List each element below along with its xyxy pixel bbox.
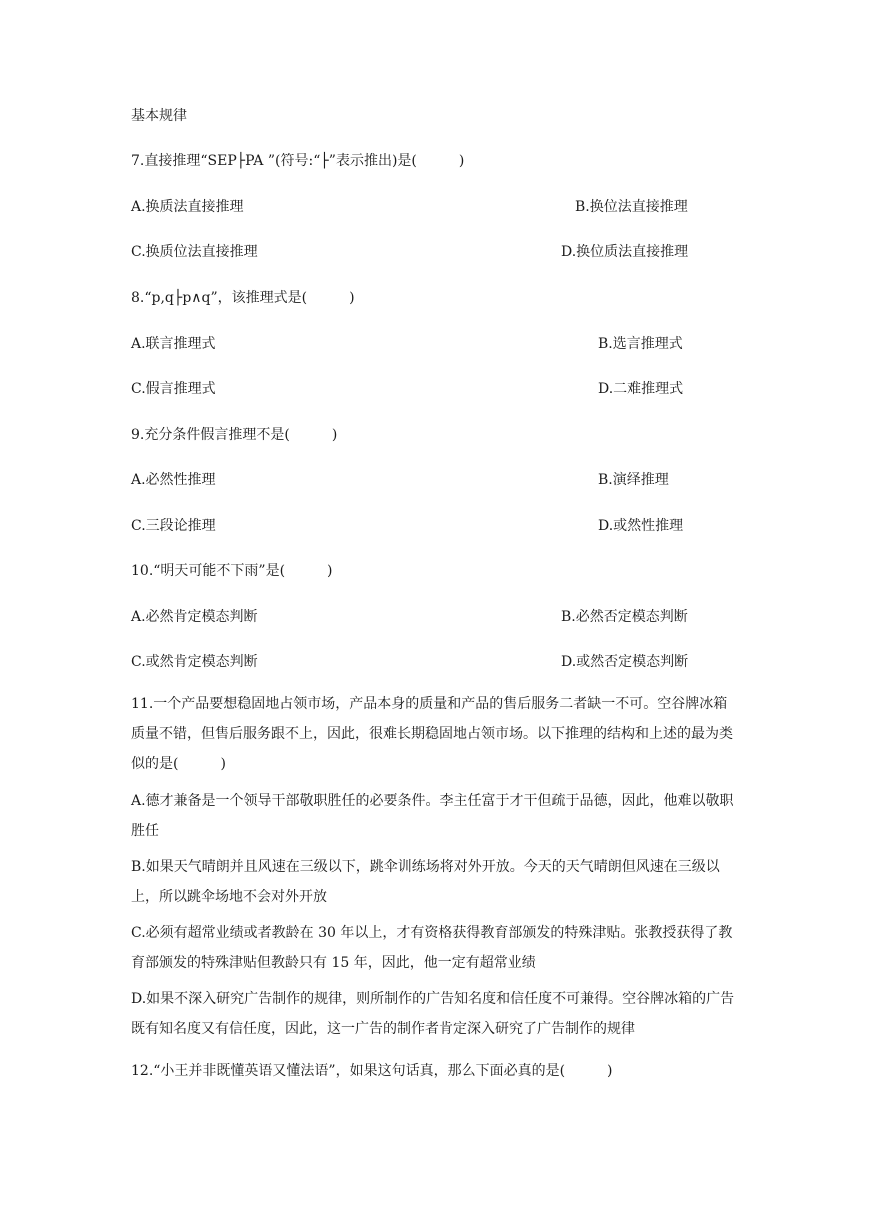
question-12-stem: 12.“小王并非既懂英语又懂法语”，如果这句话真，那么下面必真的是( )	[131, 1063, 613, 1079]
question-8-option-d: D.二难推理式	[598, 381, 684, 397]
question-10-option-d: D.或然否定模态判断	[561, 654, 689, 670]
question-10-option-b: B.必然否定模态判断	[561, 609, 688, 625]
question-8-stem: 8.“p,q├p∧q”，该推理式是( )	[131, 290, 355, 306]
question-7-option-a: A.换质法直接推理	[131, 199, 244, 215]
question-9-stem: 9.充分条件假言推理不是( )	[131, 427, 338, 443]
question-10-option-c: C.或然肯定模态判断	[131, 654, 258, 670]
question-7-option-b: B.换位法直接推理	[575, 199, 688, 215]
question-9-option-b: B.演绎推理	[598, 472, 669, 488]
question-8-option-b: B.选言推理式	[598, 336, 683, 352]
question-11-option-c: C.必须有超常业绩或者教龄在 30 年以上，才有资格获得教育部颁发的特殊津贴。张教授获得了教育部颁发的特殊津贴但教龄只有 15 年，因此，他一定有超常业绩	[131, 925, 733, 971]
section-title: 基本规律	[131, 108, 187, 124]
question-7-option-c: C.换质位法直接推理	[131, 244, 258, 260]
question-8-option-a: A.联言推理式	[131, 336, 216, 352]
question-7-option-d: D.换位质法直接推理	[561, 244, 689, 260]
question-11-stem: 11.一个产品要想稳固地占领市场，产品本身的质量和产品的售后服务二者缺一不可。空谷牌冰箱质量不错，但售后服务跟不上，因此，很难长期稳固地占领市场。以下推理的结构和上述的最为类似的是( )	[131, 696, 733, 772]
question-10-stem: 10.“明天可能不下雨”是( )	[131, 563, 333, 579]
question-7-stem: 7.直接推理“SEP├PA ”(符号:“├”表示推出)是( )	[131, 153, 465, 169]
question-9-option-c: C.三段论推理	[131, 518, 216, 534]
question-9-option-d: D.或然性推理	[598, 518, 684, 534]
question-8-option-c: C.假言推理式	[131, 381, 216, 397]
question-11-option-d: D.如果不深入研究广告制作的规律，则所制作的广告知名度和信任度不可兼得。空谷牌冰箱的广告既有知名度又有信任度，因此，这一广告的制作者肯定深入研究了广告制作的规律	[131, 991, 735, 1037]
question-10-option-a: A.必然肯定模态判断	[131, 609, 258, 625]
question-11-option-b: B.如果天气晴朗并且风速在三级以下，跳伞训练场将对外开放。今天的天气晴朗但风速在三级以上，所以跳伞场地不会对外开放	[131, 859, 720, 905]
question-9-option-a: A.必然性推理	[131, 472, 216, 488]
question-11-option-a: A.德才兼备是一个领导干部敬职胜任的必要条件。李主任富于才干但疏于品德，因此，他难以敬职胜任	[131, 793, 734, 839]
